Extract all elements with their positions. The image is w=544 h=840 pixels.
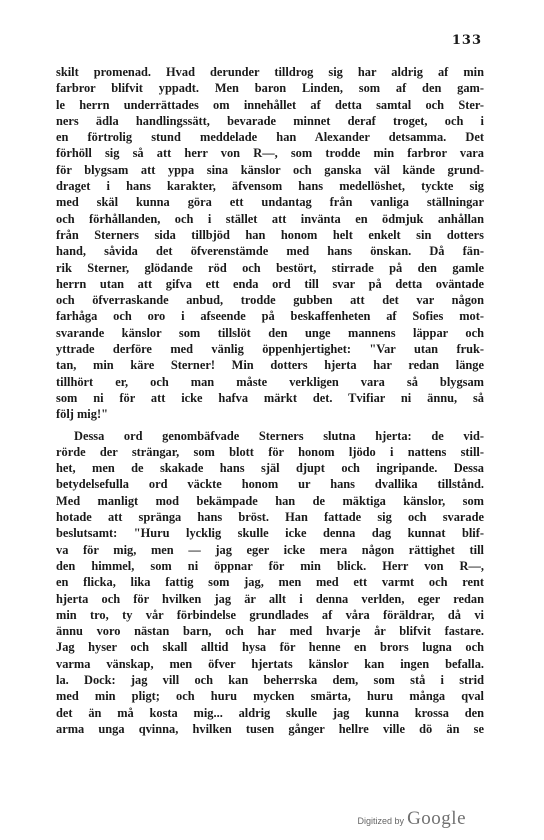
- text-line: med skäl kunna göra ett undantag från vanliga ställningar: [56, 195, 484, 210]
- paragraph: [56, 64, 484, 423]
- text-line: le herrn underrättades om innehållet af detta samtal och Ster-: [56, 97, 484, 112]
- text-line: den himmel, som ni öppnar för min blick. Herr von R—,: [56, 558, 484, 573]
- text-line: som ni för att icke hafva märkt det. Tvifiar ni ännu, så: [56, 390, 484, 405]
- text-line: rörde der strängar, som blott för honom ljödo i nattens still-: [56, 444, 484, 459]
- text-line: följ mig!": [56, 407, 108, 422]
- paragraph: [56, 428, 484, 738]
- text-line: rik Sterner, glödande röd och bestört, stirrade på den gamle: [56, 260, 484, 275]
- text-line: skilt promenad. Hvad derunder tilldrog sig har aldrig af min: [56, 65, 484, 79]
- page-number: 133: [451, 33, 482, 48]
- text-line: min tro, ty vår förbindelse grundlades af våra föräldrar, då vi: [56, 607, 484, 622]
- text-line: tillhört er, och man måste verkligen vara så blygsam: [56, 374, 484, 389]
- text-line: en förtrolig stund meddelade han Alexander detsamma. Det: [56, 130, 484, 145]
- text-line: Med manligt mod bekämpade han de mäktiga känslor, som: [56, 493, 484, 508]
- text-line: svarande känslor som tillslöt den unge mannens läppar och: [56, 325, 484, 340]
- watermark-prefix: Digitized by: [357, 816, 405, 826]
- text-line: hotade att spränga hans bröst. Han fattade sig och svarade: [56, 510, 484, 525]
- text-line: arma unga qvinna, hvilken tusen gånger hellre ville dö än se: [56, 721, 484, 736]
- text-line: för blygsam att yppa sina känslor och ganska väl kände grund-: [56, 162, 484, 177]
- text-line: tan, min käre Sterner! Min dotters hjerta har redan länge: [56, 358, 484, 373]
- text-line: Dessa ord genombäfvade Sterners slutna hjerta: de vid-: [74, 428, 484, 443]
- text-line: Jag hyser och skall alltid hysa för henne en brors lugna och: [56, 640, 484, 655]
- text-line: beslutsamt: "Huru lycklig skulle icke denna dag kunnat blif-: [56, 526, 484, 541]
- text-line: hand, såvida det öfverenstämde med hans önskan. Då fän-: [56, 244, 484, 259]
- text-line: farhåga och oro i afseende på beskaffenheten af Sofies mot-: [56, 309, 484, 324]
- text-line: la. Dock: jag vill och kan beherrska dem, som stå i strid: [56, 672, 484, 687]
- text-line: ännu voro nästan barn, och har med hvarje år blifvit fastare.: [56, 624, 484, 639]
- text-line: ners ädla handlingssätt, bevarade minnet deraf troget, och i: [56, 113, 484, 128]
- text-line: farbror blifvit yppadt. Men baron Linden, som af den gam-: [56, 81, 484, 96]
- text-line: det än må kosta mig... aldrig skulle jag kunna krossa den: [56, 705, 484, 720]
- text-line: draget i hans karakter, äfvensom hans medellöshet, tyckte sig: [56, 179, 484, 194]
- text-line: en flicka, lika fattig som jag, men med ett varmt och rent: [56, 575, 484, 590]
- text-line: och förhållanden, och i stället att invänta en ödmjuk anhållan: [56, 211, 484, 226]
- text-line: het, men de skakade hans själ djupt och ingripande. Dessa: [56, 461, 484, 476]
- body-text: [56, 64, 484, 737]
- digitized-watermark: [358, 808, 466, 830]
- text-line: hjerta och för hvilken jag är allt i denna verlden, eger redan: [56, 591, 484, 606]
- text-line: från Sterners sida tillbjöd han honom helt enkelt sin dotters: [56, 227, 484, 242]
- text-line: med min pligt; och huru mycken smärta, huru många qval: [56, 689, 484, 704]
- text-line: förhöll sig så att herr von R—, som trodde min farbror vara: [56, 146, 484, 161]
- text-line: betydelsefulla ord väckte honom ur hans dvallika tillstånd.: [56, 477, 484, 492]
- text-line: yttrade derföre med vänlig öppenhjertighet: "Var utan fruk-: [56, 342, 484, 357]
- text-line: va för mig, men — jag eger icke mera någon rättighet till: [56, 542, 484, 557]
- text-line: herrn utan att gifva ett enda ord till svar på detta oväntade: [56, 276, 484, 291]
- text-line: varma vänskap, men öfver hjertats känslor kan ingen befalla.: [56, 656, 484, 671]
- google-logo: Google: [407, 808, 466, 829]
- text-line: och öfverraskande anbud, trodde gubben att det var någon: [56, 293, 484, 308]
